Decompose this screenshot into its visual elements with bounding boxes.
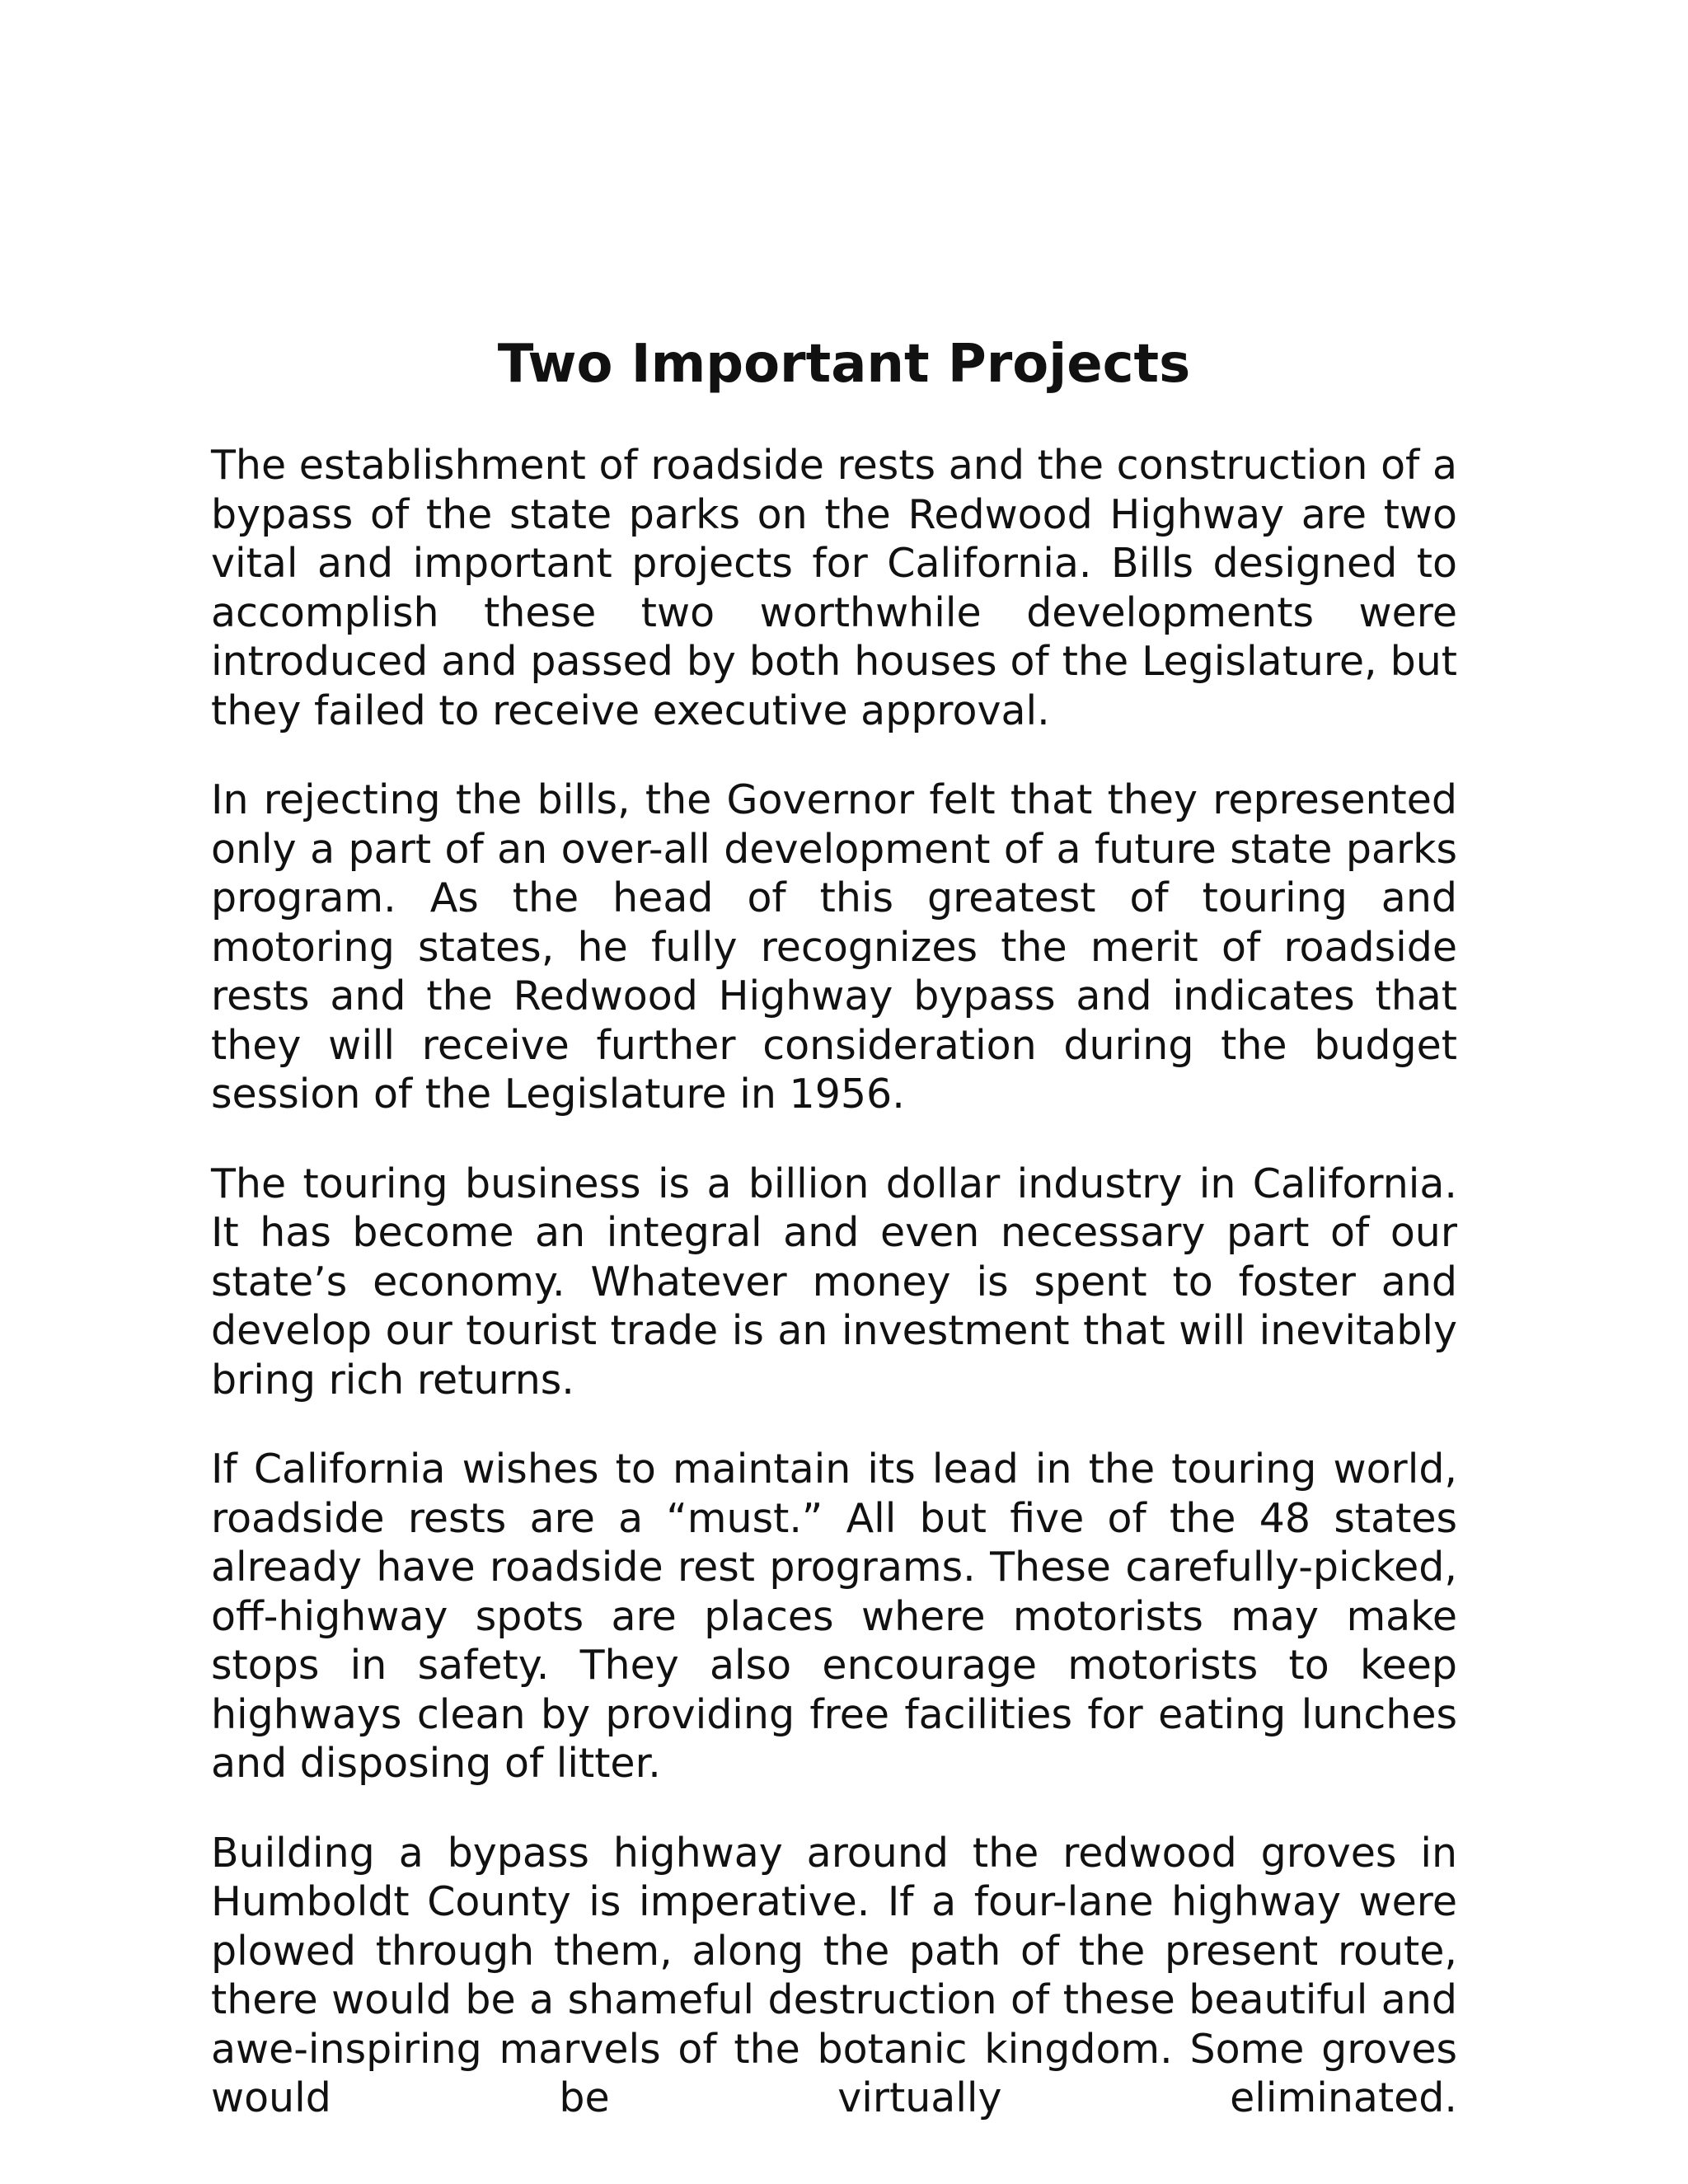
- paragraph-5: Building a bypass highway around the redwood groves in Humboldt County is imperative. If a four-lane highway were plowed through them, along the path of the present route, there would be a shameful destruction of these beautiful and awe-inspiring marvels of the botanic kingdom. Some groves would be virtually eliminated.: [211, 1829, 1457, 2121]
- article-body: [211, 441, 1457, 2123]
- paragraph-3: The touring business is a billion dollar industry in California. It has become an integral and even necessary part of our state’s economy. Whatever money is spent to foster and develop our tourist trade is an investment that will inevitably bring rich returns.: [211, 1160, 1457, 1404]
- paragraph-1: The establishment of roadside rests and the construction of a bypass of the state parks on the Redwood Highway are two vital and important projects for California. Bills designed to accomplish these two worthwhile developments were introduced and passed by both houses of the Legislature, but they failed to receive executive approval.: [211, 442, 1457, 734]
- paragraph-2: In rejecting the bills, the Governor felt that they represented only a part of an over-all development of a future state parks program. As the head of this greatest of touring and motoring states, he fully recognizes the merit of roadside rests and the Redwood Highway bypass and indicates that they will receive further consideration during the budget session of the Legislature in 1956.: [211, 776, 1457, 1118]
- paragraph-4: If California wishes to maintain its lead in the touring world, roadside rests are a “must.” All but five of the 48 states already have roadside rest programs. These carefully-picked, off-highway spots are places where motorists may make stops in safety. They also encourage motorists to keep highways clean by providing free facilities for eating lunches and disposing of litter.: [211, 1446, 1457, 1787]
- page-title: Two Important Projects: [497, 334, 1191, 395]
